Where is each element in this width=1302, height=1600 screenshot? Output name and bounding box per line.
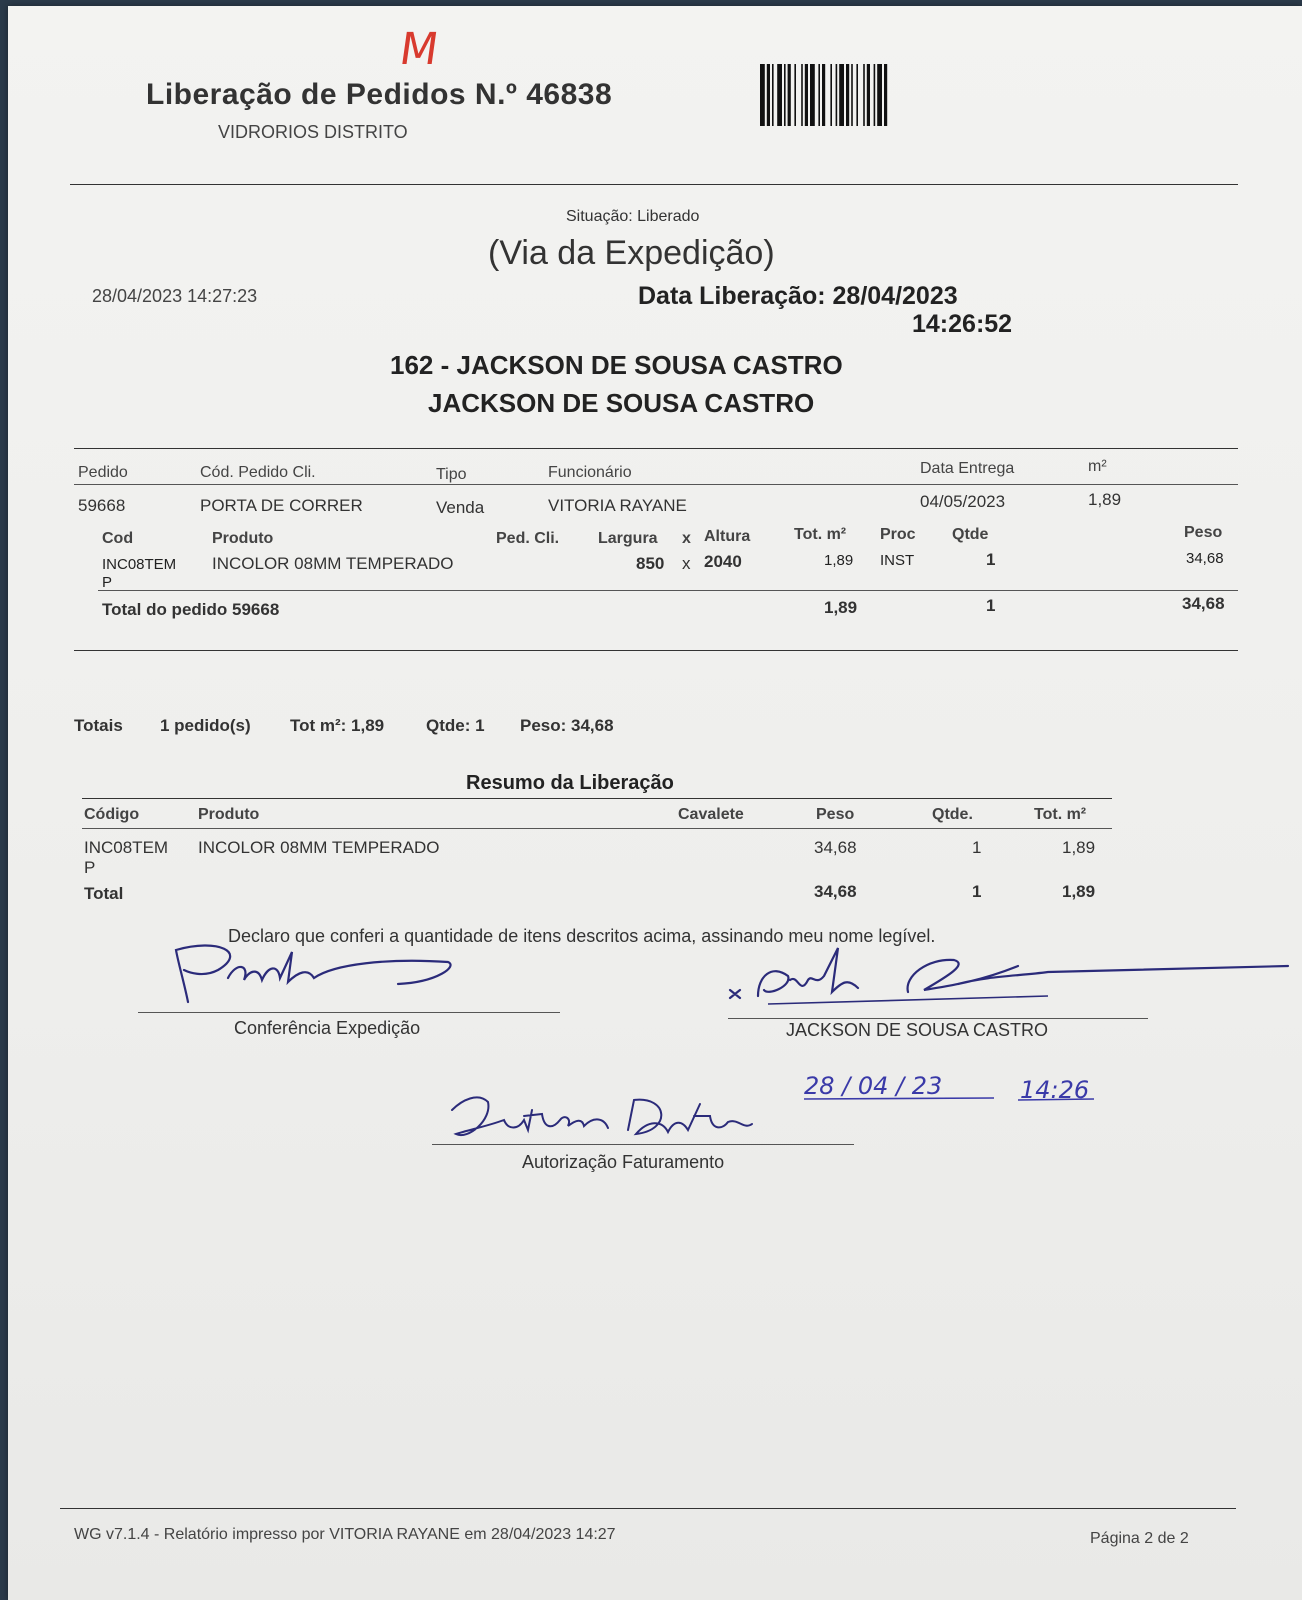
customer-code-name: 162 - JACKSON DE SOUSA CASTRO xyxy=(390,350,843,380)
order-m2: 1,89 xyxy=(1088,490,1122,509)
order-pedido: 59668 xyxy=(78,496,126,515)
totais-m2: Tot m²: 1,89 xyxy=(290,716,385,735)
resumo-total-peso: 34,68 xyxy=(814,882,857,901)
resumo-produto: INCOLOR 08MM TEMPERADO xyxy=(198,838,440,857)
resumo-header-qtde: Qtde. xyxy=(932,806,973,823)
order-table-top-rule xyxy=(74,448,1238,449)
item-header-x: x xyxy=(682,530,691,547)
autorizacao-signature-line xyxy=(432,1144,854,1145)
resumo-top-rule xyxy=(82,798,1112,799)
resumo-total-label: Total xyxy=(84,884,124,903)
handwritten-date-underline xyxy=(804,1096,1104,1102)
order-total-label: Total do pedido 59668 xyxy=(102,600,280,619)
resumo-title: Resumo da Liberação xyxy=(466,772,674,794)
resumo-total-qtde: 1 xyxy=(972,882,982,901)
resumo-header-rule xyxy=(82,828,1112,829)
item-header-altura: Altura xyxy=(704,528,751,545)
totais-label: Totais xyxy=(74,716,123,735)
col-header-data-entrega: Data Entrega xyxy=(920,460,1015,477)
customer-name: JACKSON DE SOUSA CASTRO xyxy=(428,388,815,418)
item-x: x xyxy=(682,554,691,573)
resumo-codigo-line1: INC08TEM xyxy=(84,838,169,857)
printed-timestamp: 28/04/2023 14:27:23 xyxy=(92,286,258,306)
item-cod-line1: INC08TEM xyxy=(102,556,177,573)
item-header-cod: Cod xyxy=(102,530,134,547)
resumo-qtde: 1 xyxy=(972,838,982,857)
order-total-qtde: 1 xyxy=(986,596,996,615)
col-header-m2: m² xyxy=(1088,458,1107,475)
order-data-entrega: 04/05/2023 xyxy=(920,492,1006,511)
resumo-header-codigo: Código xyxy=(84,806,140,823)
item-header-produto: Produto xyxy=(212,530,274,547)
document-page xyxy=(8,6,1302,1600)
order-funcionario: VITORIA RAYANE xyxy=(548,496,687,515)
totais-peso: Peso: 34,68 xyxy=(520,716,614,735)
resumo-tot-m2: 1,89 xyxy=(1062,838,1096,857)
order-table-bottom-rule xyxy=(74,650,1238,651)
handwritten-date: 28 / 04 / 23 xyxy=(804,1072,943,1100)
order-tipo: Venda xyxy=(436,498,485,517)
handwritten-time: 14:26 xyxy=(1020,1076,1090,1104)
item-header-proc: Proc xyxy=(880,526,916,543)
col-header-funcionario: Funcionário xyxy=(548,464,632,481)
item-cod-line2: P xyxy=(102,574,113,591)
item-produto: INCOLOR 08MM TEMPERADO xyxy=(212,554,454,573)
status-text: Situação: Liberado xyxy=(566,208,700,225)
item-total-rule xyxy=(98,590,1238,591)
resumo-header-tot-m2: Tot. m² xyxy=(1034,806,1087,823)
order-total-peso: 34,68 xyxy=(1182,594,1225,613)
autorizacao-signature xyxy=(448,1090,778,1150)
conferencia-signature-line xyxy=(138,1012,560,1013)
handwritten-mark: M xyxy=(396,24,442,75)
footer-printed-by: WG v7.1.4 - Relatório impresso por VITORIA RAYANE em 28/04/2023 14:27 xyxy=(74,1526,616,1543)
totais-pedidos: 1 pedido(s) xyxy=(160,716,251,735)
item-header-qtde: Qtde xyxy=(952,526,989,543)
order-header-rule xyxy=(74,484,1238,485)
resumo-codigo-line2: P xyxy=(84,858,96,877)
totais-qtde: Qtde: 1 xyxy=(426,716,485,735)
resumo-header-cavalete: Cavalete xyxy=(678,806,744,823)
item-peso: 34,68 xyxy=(1186,550,1224,567)
item-qtde: 1 xyxy=(986,550,996,569)
resumo-header-produto: Produto xyxy=(198,806,260,823)
header-divider xyxy=(70,184,1238,185)
item-tot-m2: 1,89 xyxy=(824,552,854,569)
autorizacao-label: Autorização Faturamento xyxy=(522,1152,725,1172)
item-header-peso: Peso xyxy=(1184,524,1223,541)
customer-signature-line xyxy=(728,1018,1148,1019)
copy-type: (Via da Expedição) xyxy=(488,234,775,272)
company-name: VIDRORIOS DISTRITO xyxy=(218,122,408,142)
item-header-largura: Largura xyxy=(598,530,658,547)
item-header-ped-cli: Ped. Cli. xyxy=(496,530,560,547)
page-number: Página 2 de 2 xyxy=(1090,1530,1189,1547)
release-time: 14:26:52 xyxy=(912,310,1013,338)
item-proc: INST xyxy=(880,552,915,569)
resumo-header-peso: Peso xyxy=(816,806,855,823)
conferencia-label: Conferência Expedição xyxy=(234,1018,421,1038)
col-header-tipo: Tipo xyxy=(436,466,467,483)
col-header-cod-pedido-cli: Cód. Pedido Cli. xyxy=(200,464,316,481)
item-altura: 2040 xyxy=(704,552,742,571)
document-title: Liberação de Pedidos N.º 46838 xyxy=(146,78,613,111)
footer-rule xyxy=(60,1508,1236,1509)
release-date: Data Liberação: 28/04/2023 xyxy=(638,282,958,310)
item-largura: 850 xyxy=(636,554,665,573)
resumo-peso: 34,68 xyxy=(814,838,857,857)
customer-label: JACKSON DE SOUSA CASTRO xyxy=(786,1020,1049,1040)
conferencia-signature xyxy=(158,942,478,1012)
col-header-pedido: Pedido xyxy=(78,464,128,481)
declaration-text: Declaro que conferi a quantidade de itens descritos acima, assinando meu nome legível. xyxy=(228,926,936,946)
order-total-m2: 1,89 xyxy=(824,598,858,617)
order-cod-pedido-cli: PORTA DE CORRER xyxy=(200,496,363,515)
resumo-total-tot-m2: 1,89 xyxy=(1062,882,1096,901)
item-header-tot-m2: Tot. m² xyxy=(794,526,847,543)
barcode-icon xyxy=(760,64,970,126)
